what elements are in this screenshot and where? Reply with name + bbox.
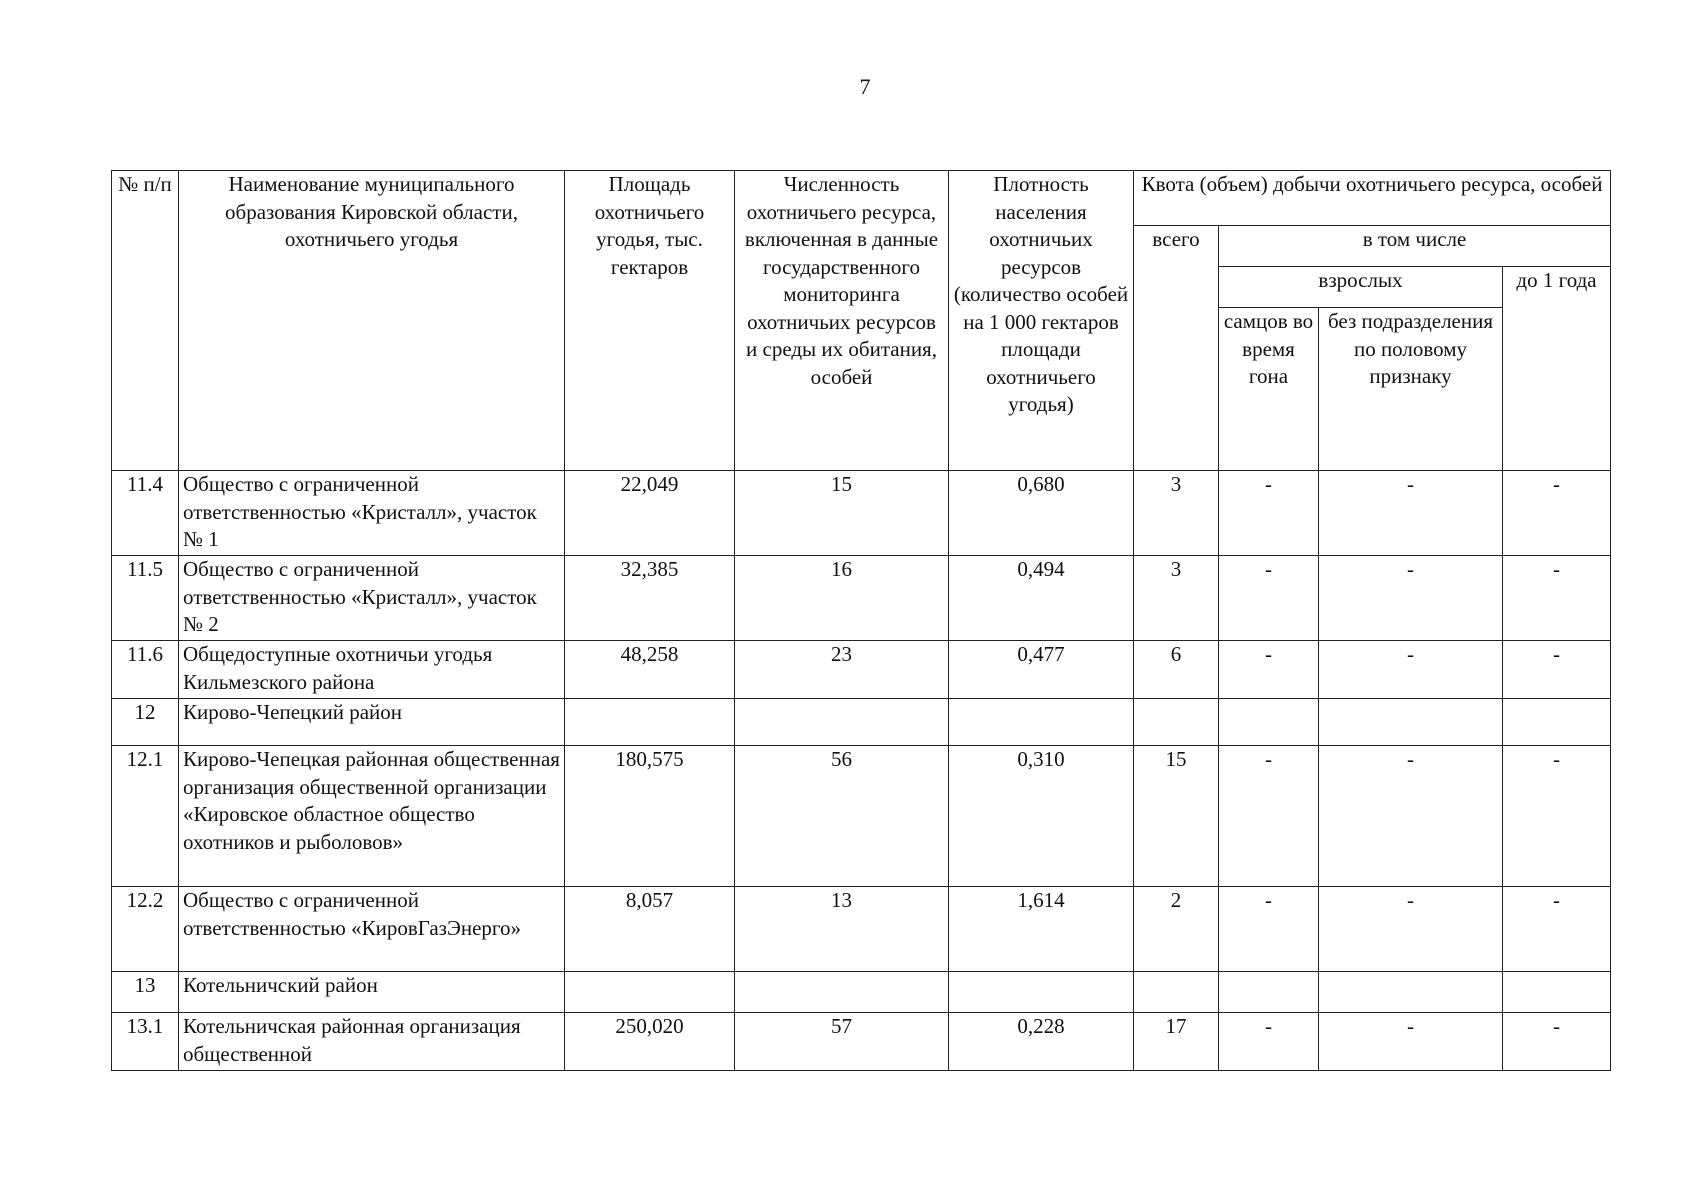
header-no-sex-division: без подразделения по половому признаку	[1319, 308, 1503, 471]
cell-num: 11.4	[112, 471, 179, 556]
cell-area	[565, 699, 735, 746]
cell-name: Котельничский район	[179, 972, 565, 1013]
cell-nosex: -	[1319, 1013, 1503, 1071]
header-population: Численность охотничьего ресурса, включенная в данные государственного мониторинга охотничьих ресурсов и среды их обитания, особей	[735, 171, 949, 471]
cell-males: -	[1219, 887, 1319, 972]
cell-under1: -	[1503, 746, 1611, 887]
cell-males	[1219, 972, 1319, 1013]
cell-population: 16	[735, 556, 949, 641]
table-row	[112, 1013, 1611, 1071]
cell-nosex: -	[1319, 641, 1503, 699]
cell-area	[565, 972, 735, 1013]
page-number: 7	[859, 74, 871, 99]
cell-under1: -	[1503, 471, 1611, 556]
header-area: Площадь охотничьего угодья, тыс. гектаров	[565, 171, 735, 471]
header-including: в том числе	[1219, 226, 1611, 267]
table-row	[112, 471, 1611, 556]
cell-density	[949, 972, 1134, 1013]
cell-population: 15	[735, 471, 949, 556]
cell-density	[949, 699, 1134, 746]
cell-name: Общество с ограниченной ответственностью «Кристалл», участок № 2	[179, 556, 565, 641]
cell-males: -	[1219, 746, 1319, 887]
cell-num: 13	[112, 972, 179, 1013]
cell-density: 1,614	[949, 887, 1134, 972]
cell-num: 12	[112, 699, 179, 746]
cell-males: -	[1219, 471, 1319, 556]
table-row	[112, 641, 1611, 699]
cell-density: 0,310	[949, 746, 1134, 887]
cell-nosex: -	[1319, 887, 1503, 972]
cell-num: 12.1	[112, 746, 179, 887]
table-row	[112, 699, 1611, 746]
cell-nosex: -	[1319, 471, 1503, 556]
header-adults: взрослых	[1219, 267, 1503, 308]
table-row	[112, 972, 1611, 1013]
header-under-1-year: до 1 года	[1503, 267, 1611, 471]
cell-density: 0,477	[949, 641, 1134, 699]
cell-population: 57	[735, 1013, 949, 1071]
cell-name: Общество с ограниченной ответственностью «КировГазЭнерго»	[179, 887, 565, 972]
table-row	[112, 887, 1611, 972]
cell-area: 48,258	[565, 641, 735, 699]
cell-population	[735, 699, 949, 746]
cell-total: 15	[1134, 746, 1219, 887]
cell-total: 6	[1134, 641, 1219, 699]
header-num: № п/п	[112, 171, 179, 471]
cell-density: 0,680	[949, 471, 1134, 556]
quota-table	[111, 170, 1611, 1071]
cell-num: 13.1	[112, 1013, 179, 1071]
cell-area: 180,575	[565, 746, 735, 887]
cell-num: 11.6	[112, 641, 179, 699]
cell-nosex: -	[1319, 746, 1503, 887]
cell-total: 3	[1134, 556, 1219, 641]
cell-area: 32,385	[565, 556, 735, 641]
cell-males: -	[1219, 1013, 1319, 1071]
cell-nosex	[1319, 972, 1503, 1013]
cell-population	[735, 972, 949, 1013]
cell-name: Общедоступные охотничьи угодья Кильмезского района	[179, 641, 565, 699]
cell-under1: -	[1503, 887, 1611, 972]
cell-under1	[1503, 972, 1611, 1013]
header-total: всего	[1134, 226, 1219, 471]
header-males-rut: самцов во время гона	[1219, 308, 1319, 471]
cell-under1: -	[1503, 1013, 1611, 1071]
cell-name: Общество с ограниченной ответственностью «Кристалл», участок № 1	[179, 471, 565, 556]
cell-total: 2	[1134, 887, 1219, 972]
cell-males: -	[1219, 641, 1319, 699]
cell-num: 11.5	[112, 556, 179, 641]
cell-under1	[1503, 699, 1611, 746]
header-quota: Квота (объем) добычи охотничьего ресурса, особей	[1134, 171, 1611, 226]
cell-area: 22,049	[565, 471, 735, 556]
cell-area: 250,020	[565, 1013, 735, 1071]
cell-density: 0,494	[949, 556, 1134, 641]
cell-under1: -	[1503, 641, 1611, 699]
table-row	[112, 746, 1611, 887]
cell-total: 3	[1134, 471, 1219, 556]
cell-total	[1134, 699, 1219, 746]
cell-density: 0,228	[949, 1013, 1134, 1071]
cell-area: 8,057	[565, 887, 735, 972]
cell-nosex	[1319, 699, 1503, 746]
cell-males: -	[1219, 556, 1319, 641]
cell-nosex: -	[1319, 556, 1503, 641]
cell-num: 12.2	[112, 887, 179, 972]
cell-name: Котельничская районная организация общественной	[179, 1013, 565, 1071]
cell-total	[1134, 972, 1219, 1013]
cell-under1: -	[1503, 556, 1611, 641]
header-name: Наименование муниципального образования Кировской области, охотничьего угодья	[179, 171, 565, 471]
cell-population: 23	[735, 641, 949, 699]
header-density: Плотность населения охотничьих ресурсов (количество особей на 1 000 гектаров площади охотничьего угодья)	[949, 171, 1134, 471]
cell-name: Кирово-Чепецкий район	[179, 699, 565, 746]
cell-name: Кирово-Чепецкая районная общественная организация общественной организации «Кировское областное общество охотников и рыболовов»	[179, 746, 565, 887]
cell-population: 13	[735, 887, 949, 972]
table-row	[112, 556, 1611, 641]
cell-males	[1219, 699, 1319, 746]
cell-total: 17	[1134, 1013, 1219, 1071]
cell-population: 56	[735, 746, 949, 887]
